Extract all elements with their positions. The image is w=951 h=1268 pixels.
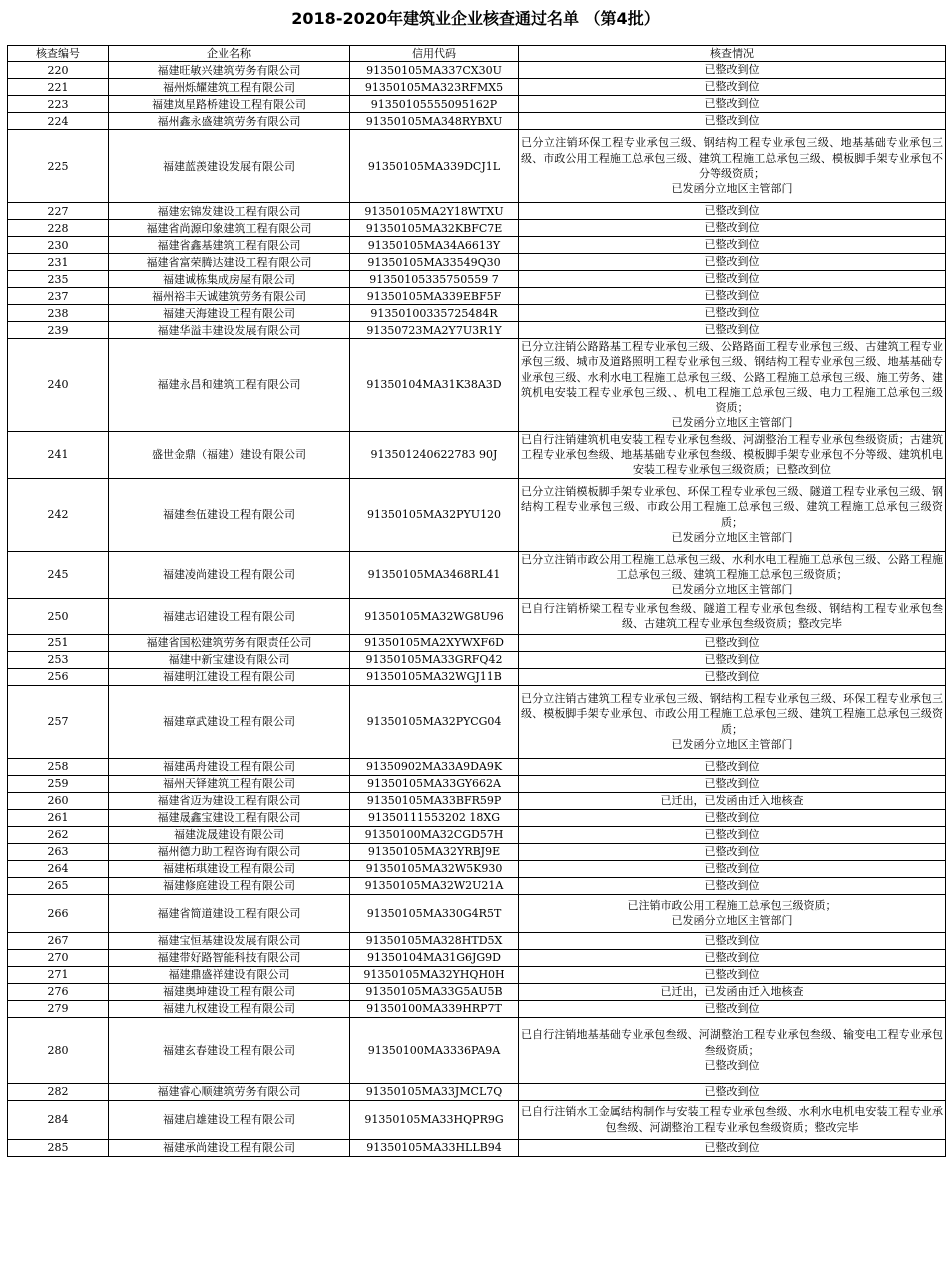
- table-row: [8, 860, 946, 877]
- table-row: [8, 809, 946, 826]
- cell-credit-code: 91350105MA337CX30U: [350, 62, 519, 79]
- cell-credit-code: 91350105MA3468RL41: [350, 551, 519, 598]
- cell-company-name: 盛世金鼎（福建）建设有限公司: [109, 431, 350, 478]
- table-row: [8, 792, 946, 809]
- cell-id: 235: [8, 271, 109, 288]
- cell-company-name: 福建禹舟建设工程有限公司: [109, 758, 350, 775]
- cell-company-name: 福建叁伍建设工程有限公司: [109, 478, 350, 551]
- cell-id: 280: [8, 1017, 109, 1083]
- cell-id: 228: [8, 220, 109, 237]
- cell-company-name: 福建带好路智能科技有限公司: [109, 949, 350, 966]
- cell-status: 已整改到位: [519, 237, 946, 254]
- table-row: [8, 1100, 946, 1139]
- cell-status: 已分立注销古建筑工程专业承包三级、钢结构工程专业承包三级、环保工程专业承包三级、模板脚手架专业承包、市政公用工程施工总承包三级、建筑工程施工总承包三级资质； 已发函分立地区主管部门: [519, 685, 946, 758]
- cell-status: 已整改到位: [519, 254, 946, 271]
- cell-company-name: 福建华溢丰建设发展有限公司: [109, 322, 350, 339]
- cell-status: 已自行注销地基基础专业承包叁级、河湖整治工程专业承包叁级、输变电工程专业承包叁级资质； 已整改到位: [519, 1017, 946, 1083]
- cell-id: 253: [8, 651, 109, 668]
- cell-company-name: 福建天海建设工程有限公司: [109, 305, 350, 322]
- cell-company-name: 福建省富荣腾达建设工程有限公司: [109, 254, 350, 271]
- cell-id: 263: [8, 843, 109, 860]
- cell-status: 已整改到位: [519, 322, 946, 339]
- cell-id: 221: [8, 79, 109, 96]
- table-row: [8, 220, 946, 237]
- cell-company-name: 福州裕丰天诚建筑劳务有限公司: [109, 288, 350, 305]
- table-row: [8, 651, 946, 668]
- cell-credit-code: 91350105MA2Y18WTXU: [350, 203, 519, 220]
- cell-credit-code: 91350105MA34A6613Y: [350, 237, 519, 254]
- cell-company-name: 福建省鑫基建筑工程有限公司: [109, 237, 350, 254]
- table-row: [8, 634, 946, 651]
- cell-id: 225: [8, 130, 109, 203]
- cell-credit-code: 91350105MA32YRBJ9E: [350, 843, 519, 860]
- table-row: [8, 96, 946, 113]
- cell-credit-code: 91350105MA339DCJ1L: [350, 130, 519, 203]
- cell-id: 224: [8, 113, 109, 130]
- cell-id: 276: [8, 983, 109, 1000]
- cell-id: 227: [8, 203, 109, 220]
- cell-id: 231: [8, 254, 109, 271]
- cell-status: 已整改到位: [519, 651, 946, 668]
- cell-credit-code: 91350105MA323RFMX5: [350, 79, 519, 96]
- cell-id: 265: [8, 877, 109, 894]
- cell-company-name: 福建省简道建设工程有限公司: [109, 894, 350, 932]
- cell-company-name: 福建玄春建设工程有限公司: [109, 1017, 350, 1083]
- cell-status: 已整改到位: [519, 843, 946, 860]
- cell-company-name: 福建启雄建设工程有限公司: [109, 1100, 350, 1139]
- cell-credit-code: 91350104MA31K38A3D: [350, 339, 519, 432]
- table-row: [8, 79, 946, 96]
- table-body: [8, 62, 946, 1157]
- table-row: [8, 339, 946, 432]
- cell-company-name: 福建诚栋集成房屋有限公司: [109, 271, 350, 288]
- cell-id: 260: [8, 792, 109, 809]
- cell-status: 已自行注销桥梁工程专业承包叁级、隧道工程专业承包叁级、钢结构工程专业承包叁级、古建筑工程专业承包叁级资质；整改完毕: [519, 598, 946, 634]
- cell-credit-code: 91350105MA328HTD5X: [350, 932, 519, 949]
- cell-credit-code: 91350105MA32WGJ11B: [350, 668, 519, 685]
- cell-credit-code: 91350104MA31G6JG9D: [350, 949, 519, 966]
- cell-credit-code: 91350105555095162P: [350, 96, 519, 113]
- cell-id: 240: [8, 339, 109, 432]
- cell-status: 已自行注销水工金属结构制作与安装工程专业承包叁级、水利水电机电安装工程专业承包叁级、河湖整治工程专业承包叁级资质；整改完毕: [519, 1100, 946, 1139]
- table-row: [8, 551, 946, 598]
- cell-credit-code: 91350105MA32PYU120: [350, 478, 519, 551]
- cell-status: 已分立注销模板脚手架专业承包、环保工程专业承包三级、隧道工程专业承包三级、钢结构工程专业承包三级、市政公用工程施工总承包三级、建筑工程施工总承包三级资质； 已发函分立地区主管部门: [519, 478, 946, 551]
- cell-company-name: 福建晟鑫宝建设工程有限公司: [109, 809, 350, 826]
- cell-id: 284: [8, 1100, 109, 1139]
- cell-id: 239: [8, 322, 109, 339]
- table-row: [8, 966, 946, 983]
- table-row: [8, 305, 946, 322]
- cell-company-name: 福建省尚源印象建筑工程有限公司: [109, 220, 350, 237]
- cell-company-name: 福建鼎盛祥建设有限公司: [109, 966, 350, 983]
- table-row: [8, 983, 946, 1000]
- cell-status: 已整改到位: [519, 932, 946, 949]
- cell-credit-code: 91350105MA330G4R5T: [350, 894, 519, 932]
- cell-id: 220: [8, 62, 109, 79]
- cell-credit-code: 91350100MA3336PA9A: [350, 1017, 519, 1083]
- cell-id: 238: [8, 305, 109, 322]
- cell-company-name: 福建省国松建筑劳务有限责任公司: [109, 634, 350, 651]
- table-row: [8, 431, 946, 478]
- cell-company-name: 福建修庭建设工程有限公司: [109, 877, 350, 894]
- table-row: [8, 271, 946, 288]
- cell-company-name: 福建九权建设工程有限公司: [109, 1000, 350, 1017]
- verification-table: [7, 45, 946, 1157]
- cell-company-name: 福建泷晟建设有限公司: [109, 826, 350, 843]
- cell-id: 270: [8, 949, 109, 966]
- cell-credit-code: 91350105MA33JMCL7Q: [350, 1083, 519, 1100]
- cell-id: 223: [8, 96, 109, 113]
- cell-credit-code: 91350105MA348RYBXU: [350, 113, 519, 130]
- cell-credit-code: 91350105MA32PYCG04: [350, 685, 519, 758]
- cell-credit-code: 91350105MA32WG8U96: [350, 598, 519, 634]
- table-row: [8, 894, 946, 932]
- cell-company-name: 福建承尚建设工程有限公司: [109, 1139, 350, 1156]
- cell-credit-code: 91350105MA33HQPR9G: [350, 1100, 519, 1139]
- table-row: [8, 1017, 946, 1083]
- cell-status: 已分立注销环保工程专业承包三级、钢结构工程专业承包三级、地基基础专业承包三级、市政公用工程施工总承包三级、建筑工程施工总承包三级、模板脚手架专业承包不分等级资质； 已发函分立地区主管部门: [519, 130, 946, 203]
- table-row: [8, 775, 946, 792]
- cell-status: 已分立注销公路路基工程专业承包三级、公路路面工程专业承包三级、古建筑工程专业承包三级、城市及道路照明工程专业承包三级、钢结构工程专业承包三级、地基基础专业承包三级、水利水电工程施工总承包三级、公路工程施工总承包三级、施工劳务、建筑机电安装工程专业承包三级、、机电工程施工总承包三级、电力工程施工总承包三级资质； 已发函分立地区主管部门: [519, 339, 946, 432]
- cell-credit-code: 91350105MA33G5AU5B: [350, 983, 519, 1000]
- cell-status: 已整改到位: [519, 1139, 946, 1156]
- table-row: [8, 932, 946, 949]
- cell-company-name: 福建宝恒基建设发展有限公司: [109, 932, 350, 949]
- cell-id: 259: [8, 775, 109, 792]
- table-row: [8, 949, 946, 966]
- table-row: [8, 322, 946, 339]
- cell-company-name: 福州德力助工程咨询有限公司: [109, 843, 350, 860]
- cell-id: 250: [8, 598, 109, 634]
- table-row: [8, 130, 946, 203]
- cell-company-name: 福建明江建设工程有限公司: [109, 668, 350, 685]
- cell-id: 271: [8, 966, 109, 983]
- cell-id: 258: [8, 758, 109, 775]
- cell-status: 已整改到位: [519, 113, 946, 130]
- cell-company-name: 福建蓝羡建设发展有限公司: [109, 130, 350, 203]
- cell-id: 282: [8, 1083, 109, 1100]
- cell-credit-code: 91350105MA2XYWXF6D: [350, 634, 519, 651]
- cell-credit-code: 91350105MA33BFR59P: [350, 792, 519, 809]
- cell-status: 已整改到位: [519, 966, 946, 983]
- table-row: [8, 478, 946, 551]
- cell-credit-code: 91350105MA32W2U21A: [350, 877, 519, 894]
- table-row: [8, 288, 946, 305]
- table-row: [8, 685, 946, 758]
- table-row: [8, 62, 946, 79]
- cell-status: 已分立注销市政公用工程施工总承包三级、水利水电工程施工总承包三级、公路工程施工总承包三级、建筑工程施工总承包三级资质； 已发函分立地区主管部门: [519, 551, 946, 598]
- cell-id: 242: [8, 478, 109, 551]
- cell-credit-code: 91350105MA32YHQH0H: [350, 966, 519, 983]
- cell-credit-code: 91350105MA33549Q30: [350, 254, 519, 271]
- cell-id: 245: [8, 551, 109, 598]
- cell-credit-code: 91350105MA32KBFC7E: [350, 220, 519, 237]
- cell-company-name: 福建凌尚建设工程有限公司: [109, 551, 350, 598]
- cell-credit-code: 91350105MA33GY662A: [350, 775, 519, 792]
- cell-company-name: 福州鑫永盛建筑劳务有限公司: [109, 113, 350, 130]
- cell-status: 已整改到位: [519, 96, 946, 113]
- cell-id: 264: [8, 860, 109, 877]
- cell-status: 已整改到位: [519, 1083, 946, 1100]
- page-title: 2018-2020年建筑业企业核查通过名单 （第4批）: [291, 9, 660, 28]
- cell-status: 已整改到位: [519, 758, 946, 775]
- cell-credit-code: 91350105335750559 7: [350, 271, 519, 288]
- cell-status: 已注销市政公用工程施工总承包三级资质； 已发函分立地区主管部门: [519, 894, 946, 932]
- cell-company-name: 福建柘琪建设工程有限公司: [109, 860, 350, 877]
- cell-id: 230: [8, 237, 109, 254]
- cell-company-name: 福建奥坤建设工程有限公司: [109, 983, 350, 1000]
- cell-status: 已整改到位: [519, 668, 946, 685]
- cell-status: 已整改到位: [519, 1000, 946, 1017]
- cell-company-name: 福建永昌和建筑工程有限公司: [109, 339, 350, 432]
- table-row: [8, 1139, 946, 1156]
- table-row: [8, 1083, 946, 1100]
- cell-credit-code: 91350902MA33A9DA9K: [350, 758, 519, 775]
- cell-id: 266: [8, 894, 109, 932]
- cell-status: 已整改到位: [519, 62, 946, 79]
- cell-company-name: 福建睿心顺建筑劳务有限公司: [109, 1083, 350, 1100]
- cell-id: 285: [8, 1139, 109, 1156]
- table-row: [8, 203, 946, 220]
- cell-id: 267: [8, 932, 109, 949]
- cell-credit-code: 91350100MA32CGD57H: [350, 826, 519, 843]
- cell-company-name: 福州天铎建筑工程有限公司: [109, 775, 350, 792]
- cell-company-name: 福州烁耀建筑工程有限公司: [109, 79, 350, 96]
- header-credit-code: 信用代码: [350, 46, 519, 62]
- cell-company-name: 福建中新宝建设有限公司: [109, 651, 350, 668]
- table-row: [8, 1000, 946, 1017]
- cell-id: 261: [8, 809, 109, 826]
- cell-status: 已整改到位: [519, 949, 946, 966]
- cell-credit-code: 91350105MA32W5K930: [350, 860, 519, 877]
- cell-id: 251: [8, 634, 109, 651]
- header-id: 核查编号: [8, 46, 109, 62]
- cell-company-name: 福建省迈为建设工程有限公司: [109, 792, 350, 809]
- table-row: [8, 826, 946, 843]
- cell-status: 已整改到位: [519, 220, 946, 237]
- cell-company-name: 福建章武建设工程有限公司: [109, 685, 350, 758]
- table-header-row: [8, 46, 946, 62]
- cell-status: 已整改到位: [519, 634, 946, 651]
- cell-status: 已整改到位: [519, 288, 946, 305]
- cell-credit-code: 91350105MA339EBF5F: [350, 288, 519, 305]
- table-row: [8, 237, 946, 254]
- table-row: [8, 598, 946, 634]
- table-row: [8, 877, 946, 894]
- cell-id: 241: [8, 431, 109, 478]
- cell-status: 已迁出，已发函由迁入地核查: [519, 792, 946, 809]
- cell-status: 已整改到位: [519, 826, 946, 843]
- cell-id: 237: [8, 288, 109, 305]
- cell-credit-code: 91350723MA2Y7U3R1Y: [350, 322, 519, 339]
- cell-status: 已整改到位: [519, 79, 946, 96]
- cell-status: 已自行注销建筑机电安装工程专业承包叁级、河湖整治工程专业承包叁级资质；古建筑工程专业承包叁级、地基基础专业承包叁级、模板脚手架专业承包不分等级、建筑机电安装工程专业承包三级资质；已整改到位: [519, 431, 946, 478]
- header-company-name: 企业名称: [109, 46, 350, 62]
- header-status: 核查情况: [519, 46, 946, 62]
- cell-status: 已整改到位: [519, 203, 946, 220]
- cell-status: 已整改到位: [519, 809, 946, 826]
- cell-credit-code: 91350105MA33HLLB94: [350, 1139, 519, 1156]
- cell-company-name: 福建宏锦发建设工程有限公司: [109, 203, 350, 220]
- cell-credit-code: 91350100MA339HRP7T: [350, 1000, 519, 1017]
- cell-status: 已整改到位: [519, 305, 946, 322]
- table-row: [8, 668, 946, 685]
- table-row: [8, 254, 946, 271]
- cell-company-name: 福建岚星路桥建设工程有限公司: [109, 96, 350, 113]
- cell-credit-code: 91350105MA33GRFQ42: [350, 651, 519, 668]
- cell-credit-code: 91350100335725484R: [350, 305, 519, 322]
- table-row: [8, 843, 946, 860]
- cell-status: 已整改到位: [519, 271, 946, 288]
- cell-id: 257: [8, 685, 109, 758]
- cell-status: 已整改到位: [519, 860, 946, 877]
- cell-company-name: 福建志诏建设工程有限公司: [109, 598, 350, 634]
- table-row: [8, 113, 946, 130]
- cell-id: 279: [8, 1000, 109, 1017]
- table-row: [8, 758, 946, 775]
- cell-status: 已整改到位: [519, 877, 946, 894]
- cell-id: 262: [8, 826, 109, 843]
- cell-credit-code: 913501240622783 90J: [350, 431, 519, 478]
- cell-status: 已整改到位: [519, 775, 946, 792]
- cell-credit-code: 91350111553202 18XG: [350, 809, 519, 826]
- cell-company-name: 福建旺敏兴建筑劳务有限公司: [109, 62, 350, 79]
- cell-id: 256: [8, 668, 109, 685]
- cell-status: 已迁出，已发函由迁入地核查: [519, 983, 946, 1000]
